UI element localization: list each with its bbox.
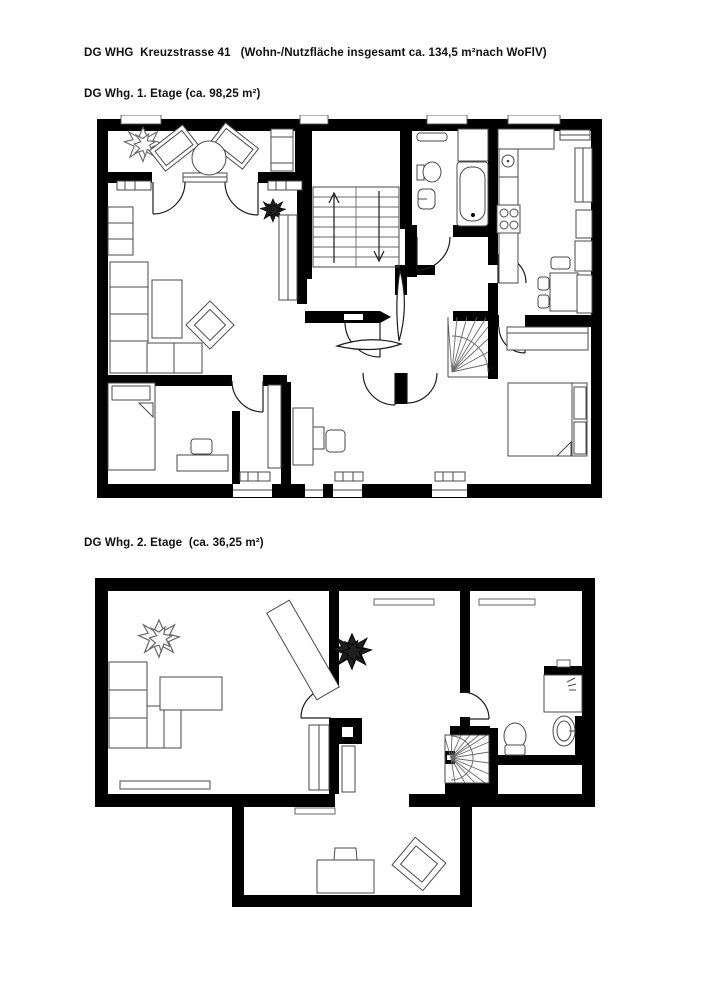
floor2-label: DG Whg. 2. Etage (ca. 36,25 m²)	[84, 536, 264, 549]
floorplan-etage-2	[95, 578, 605, 910]
dining-room-furniture	[538, 130, 592, 313]
bedroom-left-furniture	[108, 383, 281, 471]
floor1-label: DG Whg. 1. Etage (ca. 98,25 m²)	[84, 87, 261, 100]
staircase-icon	[313, 187, 399, 267]
bedroom-right-furniture	[507, 327, 588, 456]
winder-stairs-icon-2	[445, 735, 489, 783]
bathroom-fixtures	[417, 129, 488, 226]
floorplan-etage-1	[95, 115, 605, 500]
winder-stairs-icon	[448, 317, 488, 377]
living-room2-furniture	[109, 600, 339, 790]
document-title: DG WHG Kreuzstrasse 41 (Wohn-/Nutzfläche insgesamt ca. 134,5 m²nach WoFlV)	[84, 46, 547, 59]
living-room-furniture	[108, 207, 297, 373]
extension-room-furniture	[317, 837, 446, 893]
bathroom2-fixtures	[504, 675, 582, 755]
kitchen-fixtures	[497, 129, 554, 283]
